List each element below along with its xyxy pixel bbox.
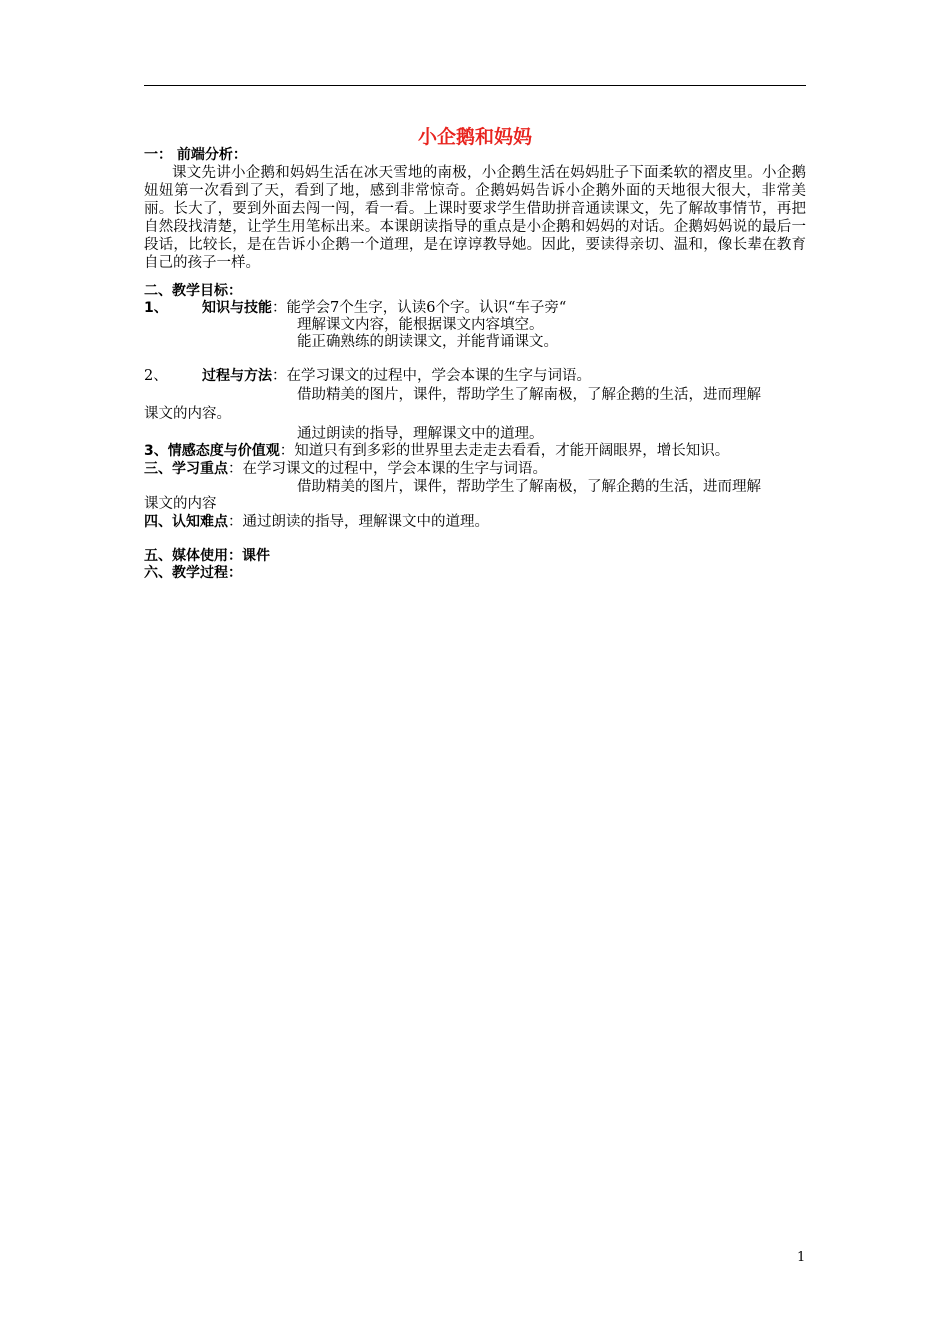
section-2-heading: 二、教学目标： (144, 283, 242, 299)
goal-3 (144, 442, 729, 460)
section-3-text: ：在学习课文的过程中，学会本课的生字与词语。 (228, 461, 547, 477)
section-3 (144, 460, 547, 478)
goal-1-number: 1、 (144, 300, 168, 316)
section-5-heading: 五、媒体使用：课件 (144, 548, 270, 564)
header-rule (144, 85, 806, 86)
section-3-line-2-continued: 课文的内容 (144, 496, 217, 512)
page-number: 1 (797, 1250, 806, 1265)
goal-2-line-2: 借助精美的图片，课件，帮助学生了解南极，了解企鹅的生活，进而理解 (297, 387, 761, 403)
goal-3-text: ：知道只有到多彩的世界里去走走去看看，才能开阔眼界，增长知识。 (279, 443, 730, 459)
goal-1-label: 知识与技能 (202, 300, 272, 316)
goal-2-line-2-continued: 课文的内容。 (144, 406, 231, 422)
goal-1-line-2: 理解课文内容，能根据课文内容填空。 (297, 317, 544, 333)
section-4-heading: 四、认知难点 (144, 514, 228, 530)
goal-1-text: ：能学会7个生字，认读6个字。认识“车子旁“ (272, 300, 567, 316)
section-1-paragraph: 课文先讲小企鹅和妈妈生活在冰天雪地的南极，小企鹅生活在妈妈肚子下面柔软的褶皮里。小企鹅妞妞第一次看到了天，看到了地，感到非常惊奇。企鹅妈妈告诉小企鹅外面的天地很大很大，非常美丽。长大了，要到外面去闯一闯，看一看。上课时要求学生借助拼音通读课文，先了解故事情节，再把自然段找清楚，让学生用笔标出来。本课朗读指导的重点是小企鹅和妈妈的对话。企鹅妈妈说的最后一段话，比较长，是在告诉小企鹅一个道理，是在谆谆教导她。因此，要读得亲切、温和，像长辈在教育自己的孩子一样。 (144, 165, 806, 271)
section-6-heading: 六、教学过程： (144, 565, 242, 581)
goal-1-content (202, 299, 566, 317)
section-3-heading: 三、学习重点 (144, 461, 228, 477)
section-4 (144, 513, 489, 531)
section-3-line-2: 借助精美的图片，课件，帮助学生了解南极，了解企鹅的生活，进而理解 (297, 479, 761, 495)
goal-2-content (202, 367, 591, 385)
goal-2-label: 过程与方法 (202, 368, 272, 384)
document-title: 小企鹅和妈妈 (417, 126, 532, 148)
goal-2-line-3: 通过朗读的指导，理解课文中的道理。 (297, 426, 544, 442)
section-4-text: ：通过朗读的指导，理解课文中的道理。 (228, 514, 489, 530)
goal-2-text: ：在学习课文的过程中，学会本课的生字与词语。 (272, 368, 591, 384)
goal-1-line-3: 能正确熟练的朗读课文，并能背诵课文。 (297, 334, 558, 350)
goal-2-number: 2、 (144, 368, 168, 384)
goal-3-label: 3、情感态度与价值观 (144, 443, 280, 459)
section-1-heading: 一： 前端分析： (144, 147, 247, 163)
goal-1 (144, 299, 168, 317)
